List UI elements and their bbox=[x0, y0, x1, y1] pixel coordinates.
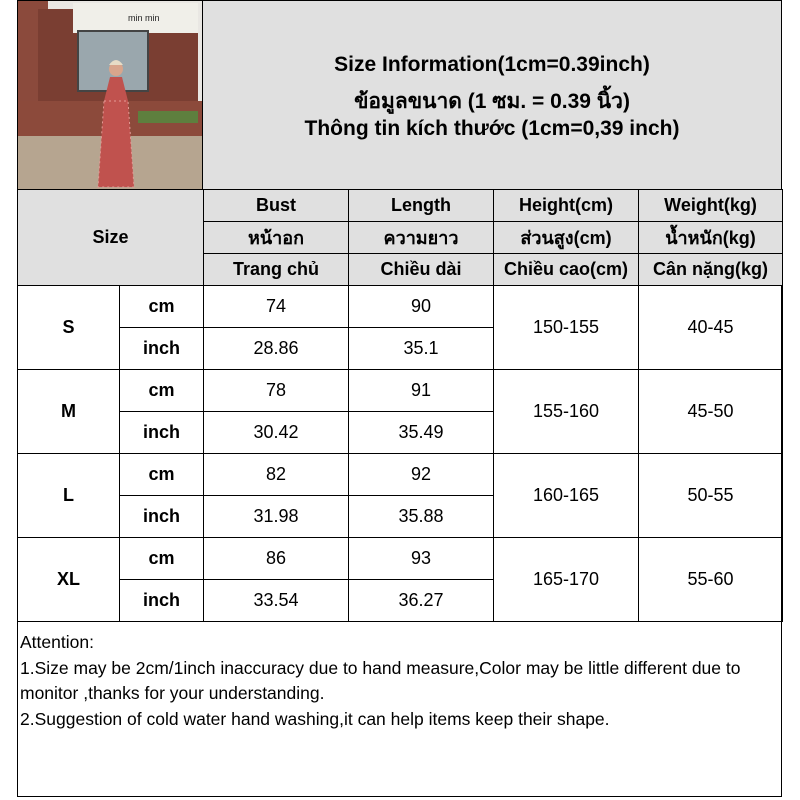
size-table bbox=[17, 189, 783, 622]
table-row-m-cm bbox=[18, 370, 783, 412]
length-cm: 90 bbox=[349, 286, 494, 328]
col-header-bust: Bust bbox=[204, 190, 349, 222]
unit-cm: cm bbox=[120, 286, 204, 328]
bust-inch: 33.54 bbox=[204, 580, 349, 622]
col-header-weight: Weight(kg) bbox=[639, 190, 783, 222]
col-header-height-vi: Chiều cao(cm) bbox=[494, 254, 639, 286]
product-photo bbox=[18, 1, 203, 189]
size-label-l: L bbox=[18, 454, 120, 538]
unit-cm: cm bbox=[120, 454, 204, 496]
bust-cm: 82 bbox=[204, 454, 349, 496]
unit-inch: inch bbox=[120, 412, 204, 454]
length-inch: 35.49 bbox=[349, 412, 494, 454]
height-range: 165-170 bbox=[494, 538, 639, 622]
height-range: 160-165 bbox=[494, 454, 639, 538]
col-header-bust-vi: Trang chủ bbox=[204, 254, 349, 286]
bust-cm: 74 bbox=[204, 286, 349, 328]
length-inch: 35.1 bbox=[349, 328, 494, 370]
bust-cm: 78 bbox=[204, 370, 349, 412]
col-header-length-vi: Chiều dài bbox=[349, 254, 494, 286]
col-header-height: Height(cm) bbox=[494, 190, 639, 222]
unit-cm: cm bbox=[120, 370, 204, 412]
shop-sign-text: min min bbox=[128, 13, 160, 23]
title-vietnamese: Thông tin kích thước (1cm=0,39 inch) bbox=[304, 117, 680, 140]
col-header-length: Length bbox=[349, 190, 494, 222]
length-inch: 35.88 bbox=[349, 496, 494, 538]
col-header-length-thai: ความยาว bbox=[349, 222, 494, 254]
table-row-xl-cm bbox=[18, 538, 783, 580]
size-label-xl: XL bbox=[18, 538, 120, 622]
length-cm: 92 bbox=[349, 454, 494, 496]
attention-note-2: 2.Suggestion of cold water hand washing,it can help items keep their shape. bbox=[20, 708, 610, 729]
length-cm: 93 bbox=[349, 538, 494, 580]
bust-inch: 31.98 bbox=[204, 496, 349, 538]
bust-cm: 86 bbox=[204, 538, 349, 580]
weight-range: 40-45 bbox=[639, 286, 783, 370]
weight-range: 45-50 bbox=[639, 370, 783, 454]
unit-inch: inch bbox=[120, 496, 204, 538]
weight-range: 50-55 bbox=[639, 454, 783, 538]
title-english: Size Information(1cm=0.39inch) bbox=[334, 53, 650, 76]
col-header-bust-thai: หน้าอก bbox=[204, 222, 349, 254]
table-row-s-cm bbox=[18, 286, 783, 328]
size-label-s: S bbox=[18, 286, 120, 370]
length-inch: 36.27 bbox=[349, 580, 494, 622]
header-row-english bbox=[18, 190, 783, 222]
attention-notes bbox=[20, 630, 780, 732]
attention-note-1: 1.Size may be 2cm/1inch inaccuracy due to hand measure,Color may be little different due to monitor ,thanks for your understanding. bbox=[20, 657, 741, 703]
product-photo-illustration bbox=[18, 1, 202, 189]
weight-range: 55-60 bbox=[639, 538, 783, 622]
unit-inch: inch bbox=[120, 580, 204, 622]
col-header-height-thai: ส่วนสูง(cm) bbox=[494, 222, 639, 254]
title-panel bbox=[203, 1, 781, 190]
unit-inch: inch bbox=[120, 328, 204, 370]
height-range: 150-155 bbox=[494, 286, 639, 370]
attention-heading: Attention: bbox=[20, 632, 94, 652]
table-row-l-cm bbox=[18, 454, 783, 496]
title-thai: ข้อมูลขนาด (1 ซม. = 0.39 นิ้ว) bbox=[354, 90, 630, 113]
unit-cm: cm bbox=[120, 538, 204, 580]
height-range: 155-160 bbox=[494, 370, 639, 454]
size-header: Size bbox=[18, 190, 204, 286]
col-header-weight-vi: Cân nặng(kg) bbox=[639, 254, 783, 286]
col-header-weight-thai: น้ำหนัก(kg) bbox=[639, 222, 783, 254]
bust-inch: 30.42 bbox=[204, 412, 349, 454]
size-label-m: M bbox=[18, 370, 120, 454]
length-cm: 91 bbox=[349, 370, 494, 412]
bust-inch: 28.86 bbox=[204, 328, 349, 370]
